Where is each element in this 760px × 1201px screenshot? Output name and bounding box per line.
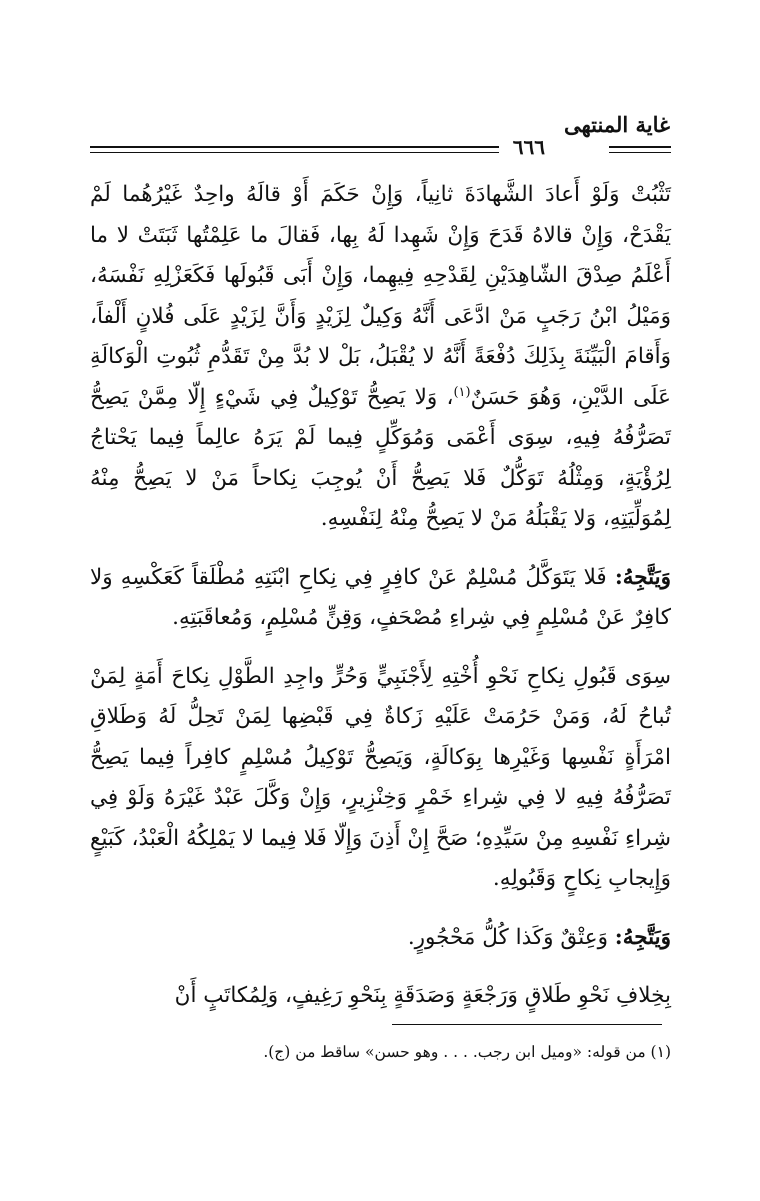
paragraph-2-lead: وَيَتَّجِهُ: xyxy=(614,564,672,590)
rule-line xyxy=(90,152,537,153)
rule-line xyxy=(609,152,671,153)
footnote: (١) من قوله: «وميل ابن رجب. . . . وهو حسن» ساقط من (ج). xyxy=(263,1043,671,1061)
paragraph-5 xyxy=(90,976,671,1017)
header-rule xyxy=(90,132,671,162)
paragraph-3 xyxy=(90,657,671,900)
footnote-ref: (١) xyxy=(453,384,471,400)
main-text xyxy=(90,175,671,1017)
paragraph-5-text: بِخِلافِ نَحْوِ طَلاقٍ وَرَجْعَةٍ وَصَدَقَةٍ بِنَحْوِ رَغِيفٍ، وَلِمُكاتَبٍ أَنْ xyxy=(174,983,671,1008)
rule-line xyxy=(609,146,671,148)
paragraph-1-text: تَثْبُتْ وَلَوْ أَعادَ الشَّهادَةَ ثانِياً، وَإِنْ حَكَمَ أَوْ قالَهُ واحِدٌ غَيْرُهُما لَمْ يَقْدَحْ، وَإِنْ قالاهُ قَدَحَ وَإِنْ شَهِدا لَهُ بِها، فَقالَ ما عَلِمْتُها ثَبَتَتْ لا ما أَعْلَمُ صِدْقَ الشّاهِدَيْنِ لِقَدْحِهِ فِيهِما، وَإِنْ أَبَى قَبُولَها فَكَعَزْلِهِ نَفْسَهُ، وَمَيْلُ ابْنُ رَجَبٍ مَنْ ادَّعَى أَنَّهُ وَكِيلٌ لِزَيْدٍ وَأَنَّ لِزَيْدٍ عَلَى فُلانٍ أَلْفاً، وَأَقامَ الْبَيِّنَةَ بِذَلِكَ دُفْعَةً أَنَّهُ لا يُقْبَلُ، بَلْ لا بُدَّ مِنْ تَقَدُّمِ ثُبُوتِ الْوَكالَةِ عَلَى الدَّيْنِ، وَهُوَ حَسَنٌ xyxy=(90,182,671,410)
paragraph-4-lead: وَيَتَّجِهُ: xyxy=(614,924,671,950)
page-number: ٦٦٦ xyxy=(512,135,545,159)
paragraph-2-text: فَلا يَتَوَكَّلُ مُسْلِمٌ عَنْ كافِرٍ فِي نِكاحِ ابْنَتِهِ مُطْلَقاً كَعَكْسِهِ وَلا كافِرٌ عَنْ مُسْلِمٍ فِي شِراءِ مُصْحَفٍ، وَقِنٍّ مُسْلِمٍ، وَمُعاقَبَتِهِ. xyxy=(90,564,671,630)
paragraph-4-text: وَعِتْقٌ وَكَذا كُلُّ مَحْجُورٍ. xyxy=(407,924,608,950)
paragraph-1 xyxy=(90,175,671,540)
footnote-separator xyxy=(392,1024,662,1025)
paragraph-4 xyxy=(90,918,671,959)
paragraph-3-text: سِوَى قَبُولِ نِكاحِ نَحْوِ أُخْتِهِ لِأَجْنَبِيٍّ وَحُرٍّ واجِدِ الطَّوْلِ نِكاحَ أَمَةٍ لِمَنْ تُباحُ لَهُ، وَمَنْ حَرُمَتْ عَلَيْهِ زَكاةٌ فِي قَبْضِها لِمَنْ تَحِلُّ لَهُ وَطَلاقِ امْرَأَةٍ نَفْسِها وَغَيْرِها بِوَكالَةٍ، وَيَصِحُّ تَوْكِيلُ مُسْلِمٍ كافِراً فِيما يَصِحُّ تَصَرُّفُهُ فِيهِ لا فِي شِراءِ خَمْرٍ وَخِنْزِيرٍ، وَإِنْ وَكَّلَ عَبْدٌ غَيْرَهُ وَلَوْ فِي شِراءِ نَفْسِهِ مِنْ سَيِّدِهِ؛ صَحَّ إِنْ أَذِنَ وَإِلّا فَلا فِيما لا يَمْلِكُهُ الْعَبْدُ، كَبَيْعٍ وَإِيجابِ نِكاحٍ وَقَبُولِهِ. xyxy=(90,663,671,891)
page-number-box xyxy=(499,132,559,162)
rule-line xyxy=(90,146,537,148)
paragraph-1b-text: ، وَلا يَصِحُّ تَوْكِيلٌ فِي شَيْءٍ إِلّا مِمَّنْ يَصِحُّ تَصَرُّفُهُ فِيهِ، سِوَى أَعْمَى وَمُوَكِّلٍ فِيما لَمْ يَرَهُ عالِماً فِيما يَحْتاجُ لِرُؤْيَةٍ، وَمِثْلُهُ تَوَكُّلٌ فَلا يَصِحُّ أَنْ يُوجِبَ نِكاحاً مَنْ لا يَصِحُّ مِنْهُ لِمُوَلِّيَتِهِ، وَلا يَقْبَلُهُ مَنْ لا يَصِحُّ مِنْهُ لِنَفْسِهِ. xyxy=(90,384,671,531)
running-title: غاية المنتهى xyxy=(563,112,670,137)
paragraph-2 xyxy=(90,558,671,639)
